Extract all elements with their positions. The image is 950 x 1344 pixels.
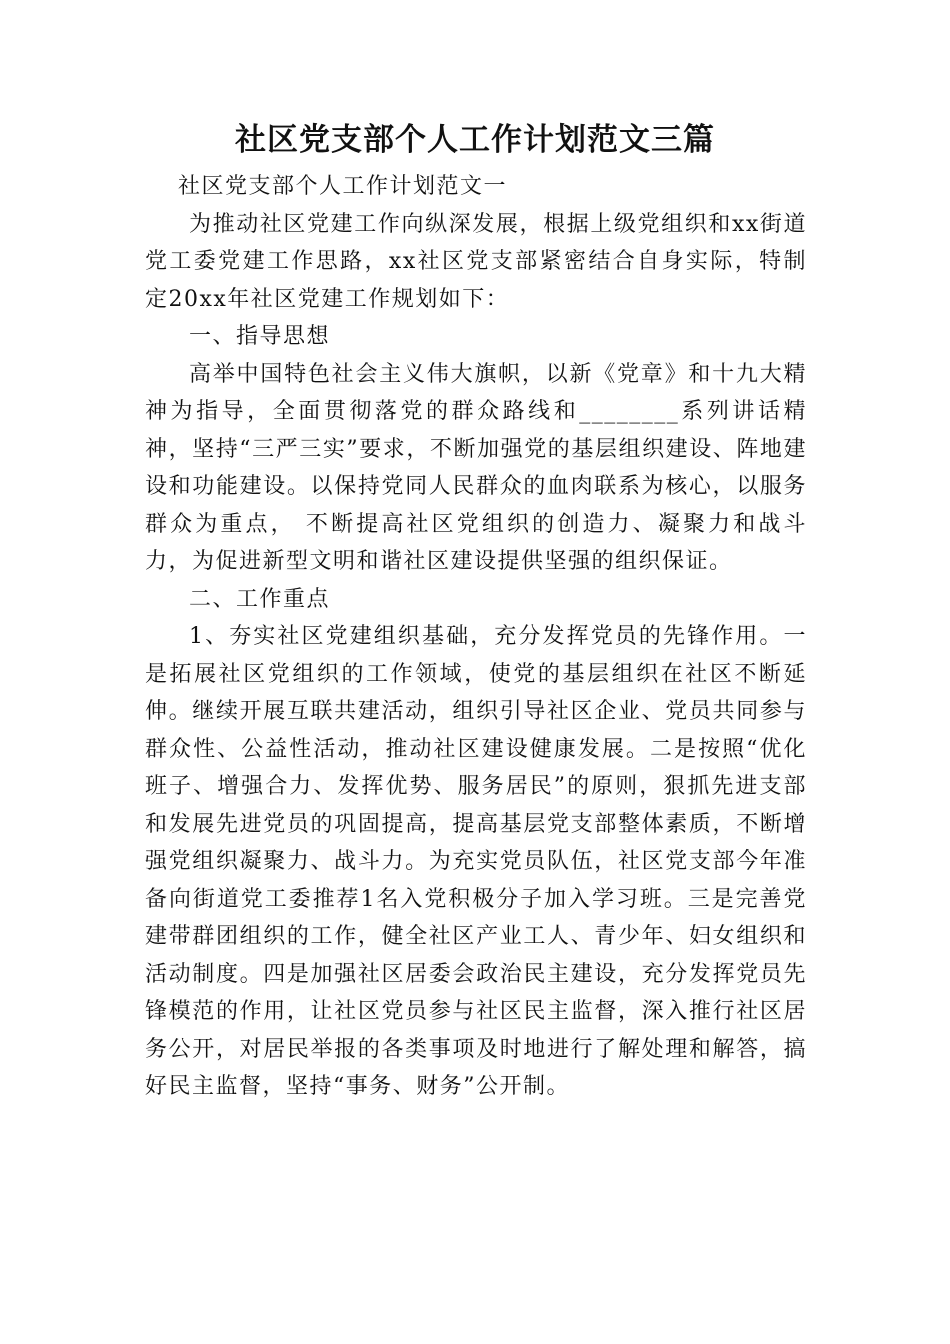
subtitle-paragraph: 社区党支部个人工作计划范文一 xyxy=(178,174,508,199)
guiding-ideology-paragraph: 高举中国特色社会主义伟大旗帜，以新《党章》和十九大精神为指导，全面贯彻落党的群众路线和________系列讲话精神，坚持“三严三实”要求，不断加强党的基层组织建设、阵地建设和功能建设。以保持党同人民群众的血肉联系为核心，以服务群众为重点， 不断提高社区党组织的创造力、凝聚力和战斗力，为促进新型文明和谐社区建设提供坚强的组织保证。 xyxy=(145,361,807,574)
section-heading-work-focus: 二、工作重点 xyxy=(189,586,331,612)
intro-paragraph: 为推动社区党建工作向纵深发展，根据上级党组织和xx街道党工委党建工作思路，xx社区党支部紧密结合自身实际，特制定20xx年社区党建工作规划如下： xyxy=(145,211,807,312)
section-heading-guiding-ideology: 一、指导思想 xyxy=(189,324,331,349)
document-body xyxy=(145,168,807,1106)
work-focus-paragraph: 1、夯实社区党建组织基础，充分发挥党员的先锋作用。一是拓展社区党组织的工作领域，使党的基层组织在社区不断延伸。继续开展互联共建活动，组织引导社区企业、党员共同参与群众性、公益性活动，推动社区建设健康发展。二是按照“优化班子、增强合力、发挥优势、服务居民”的原则，狠抓先进支部和发展先进党员的巩固提高，提高基层党支部整体素质，不断增强党组织凝聚力、战斗力。为充实党员队伍，社区党支部今年准备向街道党工委推荐1名入党积极分子加入学习班。三是完善党建带群团组织的工作，健全社区产业工人、青少年、妇女组织和活动制度。四是加强社区居委会政治民主建设，充分发挥党员先锋模范的作用，让社区党员参与社区民主监督，深入推行社区居务公开，对居民举报的各类事项及时地进行了解处理和解答，搞好民主监督，坚持“事务、财务”公开制。 xyxy=(145,624,807,1099)
document-title: 社区党支部个人工作计划范文三篇 xyxy=(235,122,715,158)
